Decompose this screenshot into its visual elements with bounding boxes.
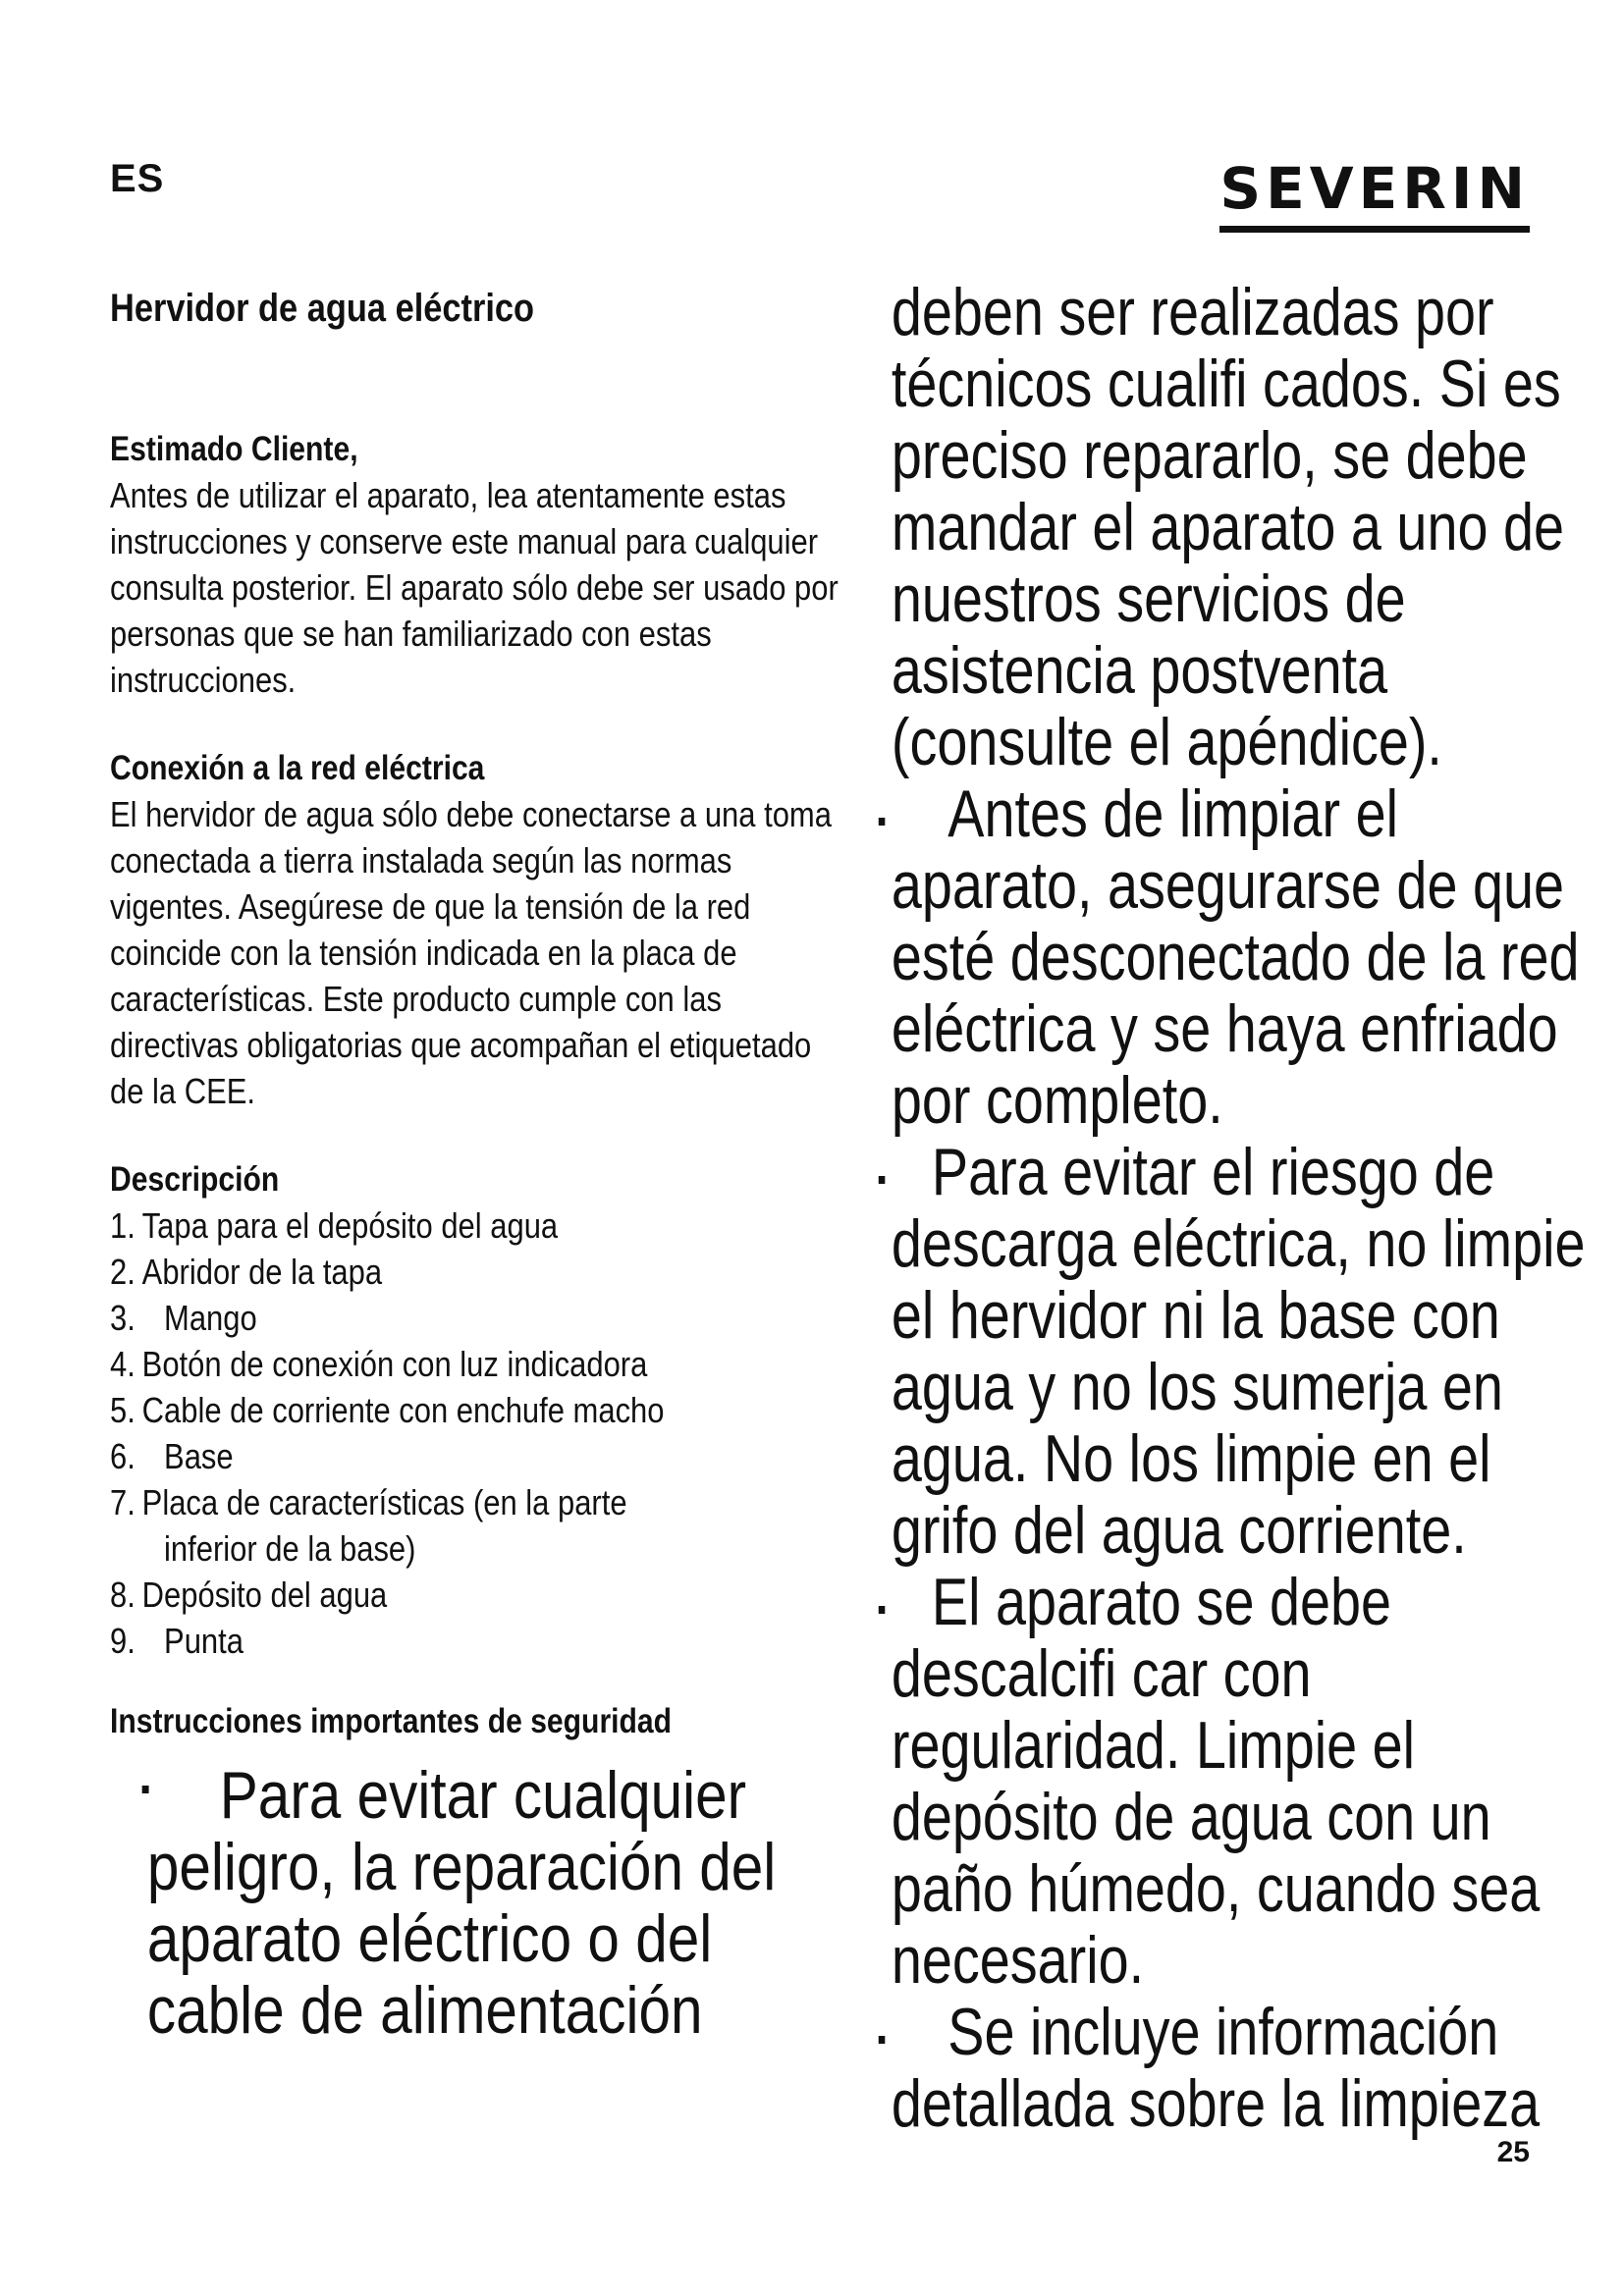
description-heading: Descripción	[110, 1160, 280, 1199]
greeting-heading: Estimado Cliente,	[110, 430, 358, 468]
safety-item: Para evitar el riesgo de descarga eléctrica, no limpie el hervidor ni la base con agua y no los sumerja en agua. No los limpie en el grifo del agua corriente.	[864, 1137, 1589, 1567]
list-item: 1. Tapa para el depósito del agua	[110, 1205, 559, 1246]
language-code: ES	[110, 157, 165, 200]
bullet-icon	[879, 2036, 886, 2044]
right-column	[864, 277, 1589, 2140]
list-item: 3. Mango	[110, 1298, 257, 1338]
brand-logo: SEVERIN	[1219, 159, 1530, 233]
list-item: 4. Botón de conexión con luz indicadora	[110, 1344, 648, 1384]
list-item: 8. Depósito del agua	[110, 1575, 388, 1615]
safety-item: El aparato se debe descalcifi car con regularidad. Limpie el depósito de agua con un paño húmedo, cuando sea necesario.	[864, 1567, 1589, 1997]
parts-list	[110, 1202, 853, 1664]
connection-heading: Conexión a la red eléctrica	[110, 749, 485, 787]
safety-item-continued: deben ser realizadas por técnicos cualifi cados. Si es preciso repararlo, se debe mandar el aparato a uno de nuestros servicios de asistencia postventa (consulte el apéndice).	[891, 275, 1564, 779]
safety-item: Antes de limpiar el aparato, asegurarse de que esté desconectado de la red eléctrica y se haya enfriado por completo.	[864, 778, 1589, 1137]
bullet-icon	[142, 1786, 149, 1793]
page-number: 25	[1496, 2136, 1530, 2168]
list-item: 6. Base	[110, 1436, 234, 1476]
bullet-icon	[879, 818, 886, 826]
list-item: 2. Abridor de la tapa	[110, 1252, 383, 1292]
left-column	[110, 287, 839, 2048]
safety-item: Para evitar cualquier peligro, la reparación del aparato eléctrico o del cable de alimentación	[110, 1760, 853, 2047]
list-item: 5. Cable de corriente con enchufe macho	[110, 1390, 665, 1430]
safety-item: Se incluye información detallada sobre la limpieza	[864, 1997, 1589, 2140]
connection-text: El hervidor de agua sólo debe conectarse a una toma conectada a tierra instalada según las normas vigentes. Asegúrese de que la tensión de la red coincide con la tensión indicada en la placa de características. Este producto cumple con las directivas obligatorias que acompañan el etiquetado de la CEE.	[110, 794, 832, 1111]
list-item: 7. Placa de características (en la parte inferior de la base)	[110, 1482, 627, 1569]
document-title: Hervidor de agua eléctrico	[110, 287, 535, 330]
list-item: 9. Punta	[110, 1621, 244, 1661]
bullet-icon	[879, 1176, 886, 1184]
greeting-text: Antes de utilizar el aparato, lea atentamente estas instrucciones y conserve este manual para cualquier consulta posterior. El aparato sólo debe ser usado por personas que se han familiarizado con estas instrucciones.	[110, 475, 839, 700]
bullet-icon	[879, 1606, 886, 1614]
safety-heading: Instrucciones importantes de seguridad	[110, 1702, 673, 1740]
